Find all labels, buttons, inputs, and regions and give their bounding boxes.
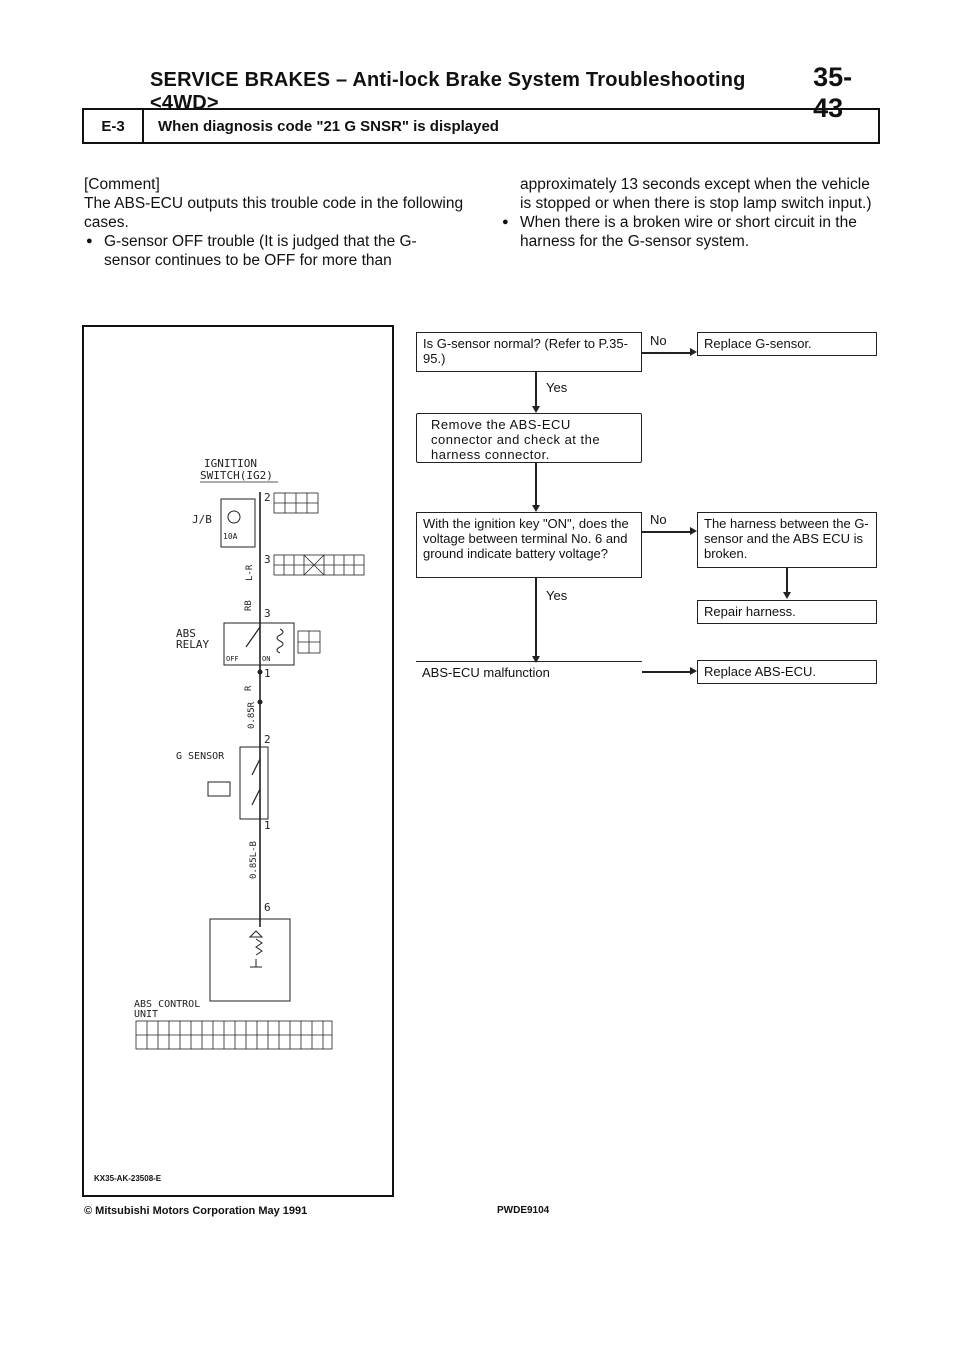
flow-line: [535, 463, 537, 509]
pin-2: 2: [264, 491, 271, 504]
flow-action-3: Repair harness.: [697, 600, 877, 624]
label-ignition: IGNITION: [204, 457, 257, 470]
comment-heading: [Comment]: [84, 176, 160, 193]
comment-right: [500, 175, 885, 251]
label-off: OFF: [226, 655, 239, 663]
label-unit: UNIT: [134, 1009, 159, 1020]
section-bar: [82, 108, 880, 144]
pin-2b: 2: [264, 733, 271, 746]
wire-085r: 0.85R: [247, 701, 257, 729]
flow-question-2: With the ignition key "ON", does the voltage between terminal No. 6 and ground indicate battery voltage?: [416, 512, 642, 578]
pin-3b: 3: [264, 607, 271, 620]
label-switch: SWITCH(IG2): [200, 469, 273, 482]
comment-bullet-1c: approximately 13 seconds except when the vehicle is stopped or when there is stop lamp switch input.): [520, 176, 872, 212]
comment-left: [84, 175, 469, 270]
flow-line: [642, 531, 692, 533]
wire-rb: RB: [244, 600, 254, 611]
flow-arrow: [690, 667, 697, 675]
wire-lr: L-R: [245, 564, 255, 581]
flow-question-1: Is G-sensor normal? (Refer to P.35-95.): [416, 332, 642, 372]
flow-arrow: [690, 527, 697, 535]
flow-arrow: [532, 406, 540, 413]
wire-r: R: [244, 685, 254, 691]
label-jb: J/B: [192, 513, 212, 526]
flow-step-1: Remove the ABS-ECU connector and check at the harness connector.: [416, 413, 642, 463]
label-fuse: 10A: [223, 532, 238, 541]
section-title: When diagnosis code "21 G SNSR" is displayed: [158, 117, 499, 135]
flow-line: [535, 372, 537, 410]
wire-085lb: 0.85L-B: [249, 841, 259, 879]
flow-arrow: [532, 505, 540, 512]
label-relay: RELAY: [176, 638, 210, 651]
section-code: E-3: [84, 110, 144, 142]
flow-action-1: Replace G-sensor.: [697, 332, 877, 356]
flow-arrow: [690, 348, 697, 356]
flow-line: [642, 352, 692, 354]
footer-code: PWDE9104: [497, 1205, 550, 1216]
label-control: ABS CONTROL: [134, 999, 201, 1010]
pin-1b: 1: [264, 819, 271, 832]
pin-3: 3: [264, 553, 271, 566]
flow-yes-1: Yes: [546, 380, 568, 395]
wiring-diagram: [82, 325, 394, 1197]
label-on: ON: [262, 655, 271, 663]
flow-line: [535, 578, 537, 660]
flow-no-1: No: [650, 333, 667, 348]
flow-line: [642, 671, 692, 673]
flow-end: ABS-ECU malfunction: [416, 661, 642, 685]
flow-yes-2: Yes: [546, 588, 568, 603]
flow-arrow: [783, 592, 791, 599]
footer-copyright: © Mitsubishi Motors Corporation May 1991: [84, 1205, 308, 1217]
pin-1: 1: [264, 667, 271, 680]
wiring-svg: [84, 327, 392, 1195]
label-gsensor: G SENSOR: [176, 751, 225, 762]
pin-6: 6: [264, 901, 271, 914]
flow-action-2: The harness between the G-sensor and the ABS ECU is broken.: [697, 512, 877, 568]
page-title: SERVICE BRAKES – Anti-lock Brake System Troubleshooting <4WD>: [150, 69, 746, 114]
label-abs: ABS: [176, 627, 196, 640]
page-number: 35-43: [813, 62, 853, 123]
comment-bullet-1b: sensor continues to be OFF for more than: [104, 252, 392, 269]
flow-no-2: No: [650, 512, 667, 527]
figure-code: KX35-AK-23508-E: [94, 1174, 162, 1183]
comment-intro: The ABS-ECU outputs this trouble code in the following cases.: [84, 195, 464, 231]
comment-bullet-1a: ● G-sensor OFF trouble (It is judged that the G-: [84, 232, 469, 251]
comment-bullet-2: ● When there is a broken wire or short circuit in the harness for the G-sensor system.: [500, 213, 885, 251]
flow-action-4: Replace ABS-ECU.: [697, 660, 877, 684]
